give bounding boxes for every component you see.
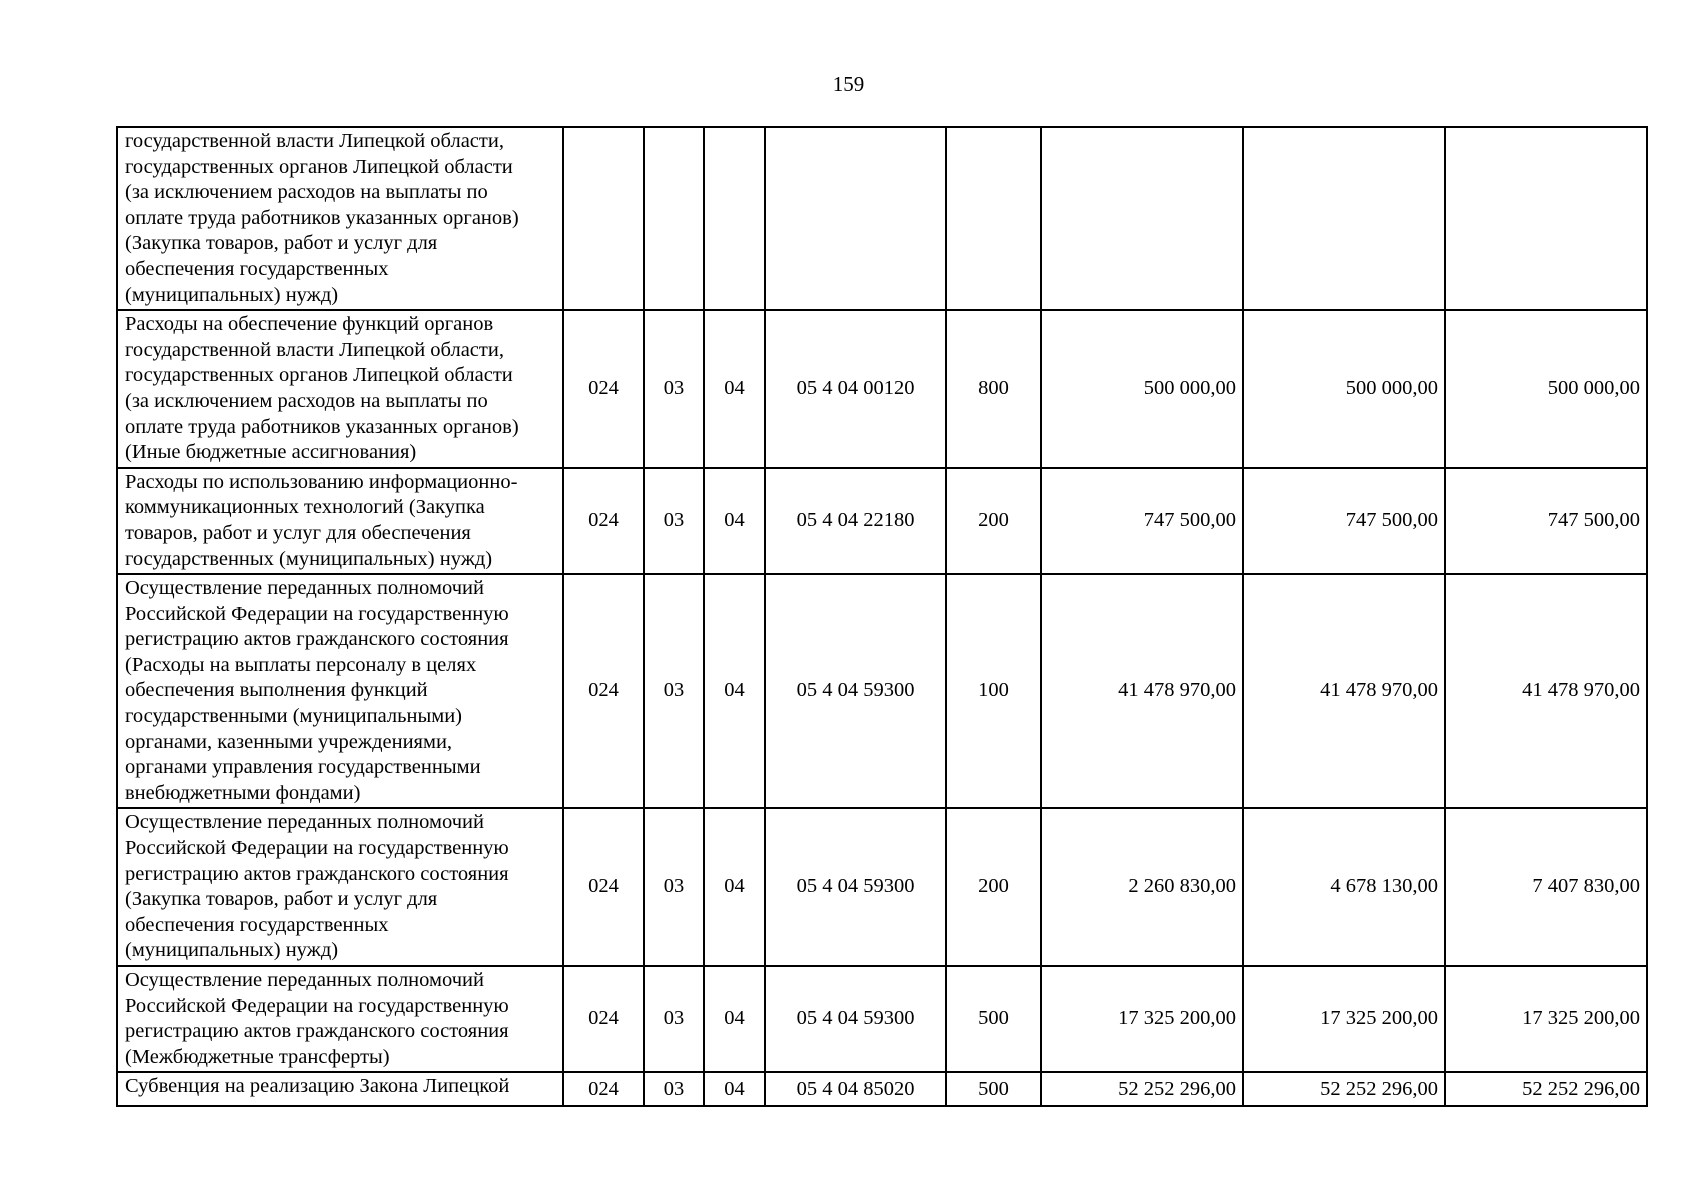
target-article-code: 05 4 04 00120: [765, 310, 946, 468]
subsection-code: 04: [704, 468, 765, 574]
target-article-code: 05 4 04 22180: [765, 468, 946, 574]
amount-year-1: 52 252 296,00: [1041, 1072, 1243, 1106]
subsection-code: 04: [704, 310, 765, 468]
row-description: Расходы на обеспечение функций органов государственной власти Липецкой области, государственных органов Липецкой области (за исключением расходов на выплаты по оплате труда работников указанных органов) (Иные бюджетные ассигнования): [117, 310, 563, 468]
section-code: [644, 127, 704, 310]
row-description: Осуществление переданных полномочий Российской Федерации на государственную регистрацию актов гражданского состояния (Закупка товаров, работ и услуг для обеспечения государственных (муниципальных) нужд): [117, 808, 563, 966]
target-article-code: 05 4 04 59300: [765, 808, 946, 966]
table-row: [117, 310, 1647, 468]
budget-table: [116, 126, 1648, 1107]
expense-type-code: [946, 127, 1041, 310]
amount-year-1: 747 500,00: [1041, 468, 1243, 574]
expense-type-code: 800: [946, 310, 1041, 468]
amount-year-2: 41 478 970,00: [1243, 574, 1445, 808]
amount-year-2: 747 500,00: [1243, 468, 1445, 574]
amount-year-2: [1243, 127, 1445, 310]
expense-type-code: 200: [946, 808, 1041, 966]
amount-year-3: 747 500,00: [1445, 468, 1647, 574]
section-code: 03: [644, 1072, 704, 1106]
expense-type-code: 500: [946, 1072, 1041, 1106]
target-article-code: 05 4 04 85020: [765, 1072, 946, 1106]
subsection-code: 04: [704, 966, 765, 1072]
amount-year-3: 17 325 200,00: [1445, 966, 1647, 1072]
amount-year-2: 4 678 130,00: [1243, 808, 1445, 966]
expense-type-code: 100: [946, 574, 1041, 808]
amount-year-1: [1041, 127, 1243, 310]
row-description: Субвенция на реализацию Закона Липецкой: [117, 1072, 563, 1106]
amount-year-1: 2 260 830,00: [1041, 808, 1243, 966]
section-code: 03: [644, 310, 704, 468]
table-row: [117, 966, 1647, 1072]
subsection-code: 04: [704, 808, 765, 966]
section-code: 03: [644, 808, 704, 966]
amount-year-2: 17 325 200,00: [1243, 966, 1445, 1072]
amount-year-1: 500 000,00: [1041, 310, 1243, 468]
section-code: 03: [644, 966, 704, 1072]
section-code: 03: [644, 468, 704, 574]
amount-year-3: 7 407 830,00: [1445, 808, 1647, 966]
expense-type-code: 200: [946, 468, 1041, 574]
subsection-code: 04: [704, 574, 765, 808]
subsection-code: 04: [704, 1072, 765, 1106]
section-code: 03: [644, 574, 704, 808]
table-row: [117, 574, 1647, 808]
table-row: [117, 127, 1647, 310]
row-description: Осуществление переданных полномочий Российской Федерации на государственную регистрацию актов гражданского состояния (Межбюджетные трансферты): [117, 966, 563, 1072]
amount-year-2: 500 000,00: [1243, 310, 1445, 468]
amount-year-3: [1445, 127, 1647, 310]
amount-year-3: 500 000,00: [1445, 310, 1647, 468]
row-description: государственной власти Липецкой области, государственных органов Липецкой области (за исключением расходов на выплаты по оплате труда работников указанных органов) (Закупка товаров, работ и услуг для обеспечения государственных (муниципальных) нужд): [117, 127, 563, 310]
table-row: [117, 1072, 1647, 1106]
ministry-code: [563, 127, 644, 310]
ministry-code: 024: [563, 310, 644, 468]
ministry-code: 024: [563, 468, 644, 574]
target-article-code: [765, 127, 946, 310]
expense-type-code: 500: [946, 966, 1041, 1072]
target-article-code: 05 4 04 59300: [765, 574, 946, 808]
row-description: Расходы по использованию информационно- коммуникационных технологий (Закупка товаров, работ и услуг для обеспечения государственных (муниципальных) нужд): [117, 468, 563, 574]
amount-year-3: 52 252 296,00: [1445, 1072, 1647, 1106]
amount-year-1: 41 478 970,00: [1041, 574, 1243, 808]
ministry-code: 024: [563, 808, 644, 966]
amount-year-1: 17 325 200,00: [1041, 966, 1243, 1072]
table-row: [117, 468, 1647, 574]
ministry-code: 024: [563, 966, 644, 1072]
subsection-code: [704, 127, 765, 310]
target-article-code: 05 4 04 59300: [765, 966, 946, 1072]
ministry-code: 024: [563, 574, 644, 808]
amount-year-2: 52 252 296,00: [1243, 1072, 1445, 1106]
table-row: [117, 808, 1647, 966]
amount-year-3: 41 478 970,00: [1445, 574, 1647, 808]
ministry-code: 024: [563, 1072, 644, 1106]
row-description: Осуществление переданных полномочий Российской Федерации на государственную регистрацию актов гражданского состояния (Расходы на выплаты персоналу в целях обеспечения выполнения функций государственными (муниципальными) органами, казенными учреждениями, органами управления государственными внебюджетными фондами): [117, 574, 563, 808]
page-number: 159: [832, 72, 865, 96]
